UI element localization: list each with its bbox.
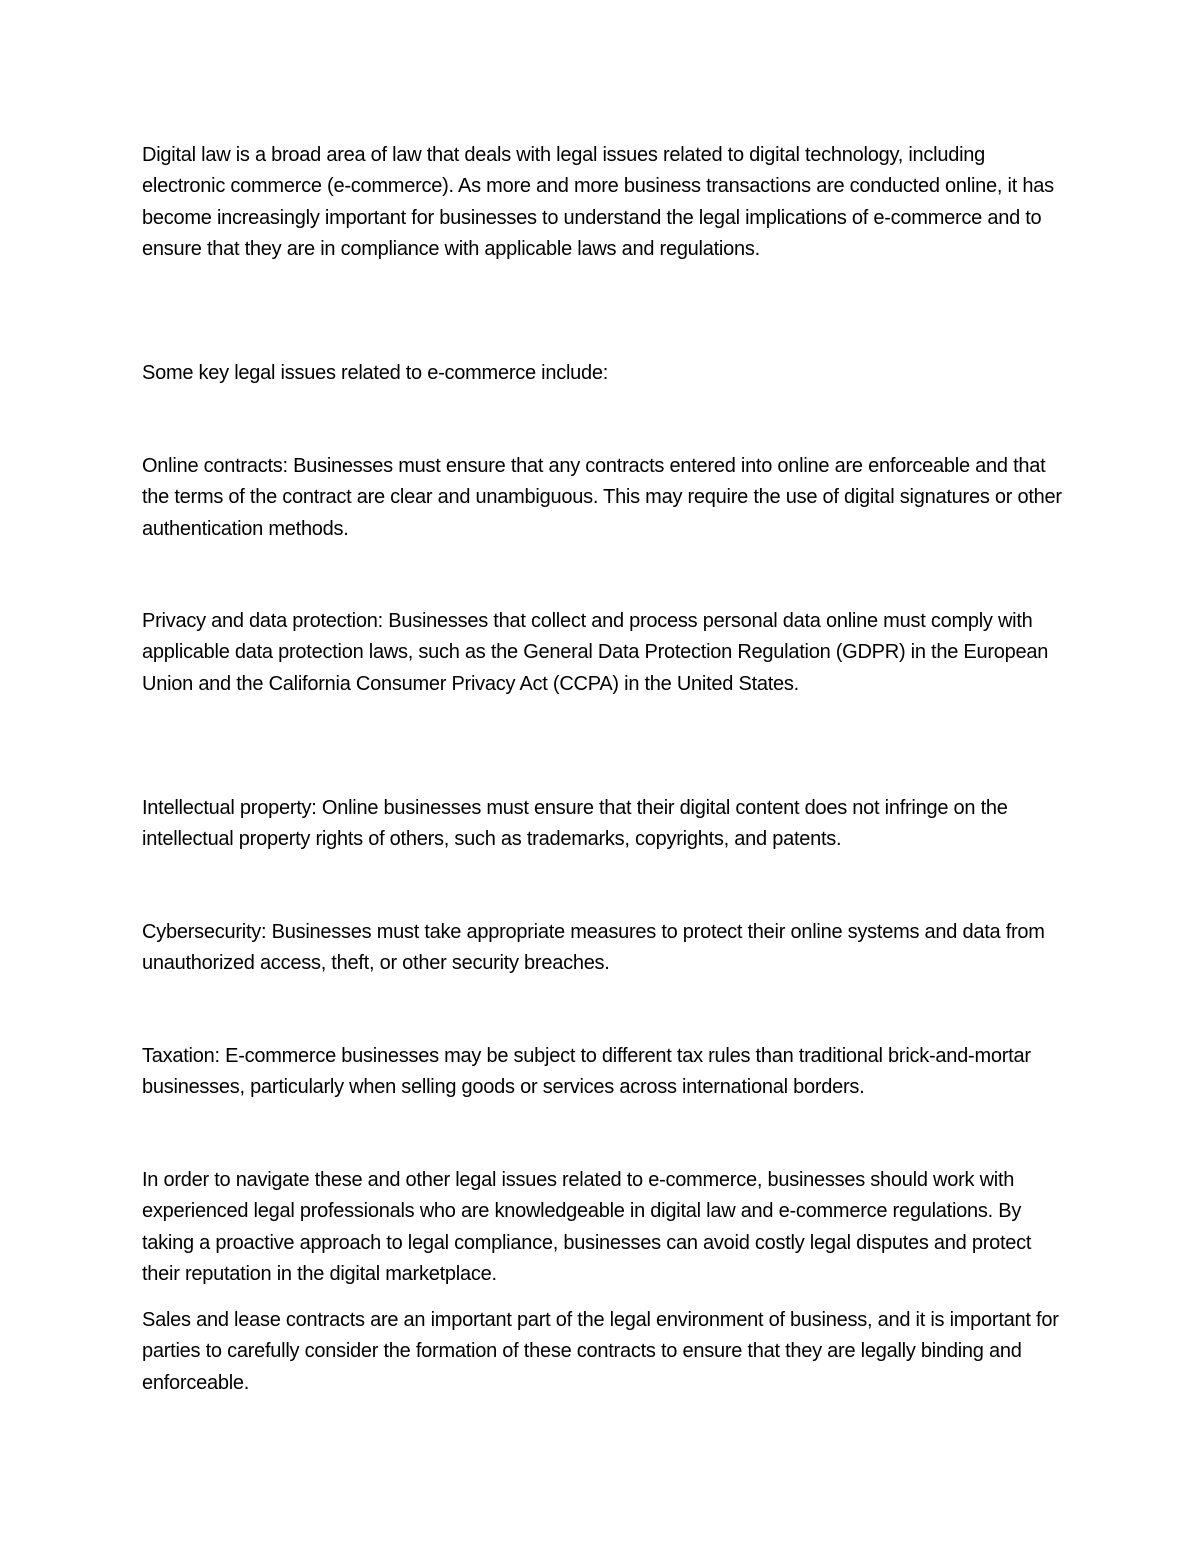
paragraph-taxation: Taxation: E-commerce businesses may be subject to different tax rules than traditional brick-and-mortar businesses, particularly when selling goods or services across international borders.	[142, 1045, 1031, 1099]
paragraph-sales-lease: Sales and lease contracts are an important part of the legal environment of business, and it is important for parties to carefully consider the formation of these contracts to ensure that they are legally binding and enforceable.	[142, 1309, 1059, 1394]
paragraph-cybersecurity: Cybersecurity: Businesses must take appropriate measures to protect their online systems and data from unauthorized access, theft, or other security breaches.	[142, 921, 1045, 975]
paragraph-intro: Digital law is a broad area of law that deals with legal issues related to digital technology, including electronic commerce (e-commerce). As more and more business transactions are conducted online, it has become increasingly important for businesses to understand the legal implications of e-commerce and to ensure that they are in compliance with applicable laws and regulations.	[142, 144, 1054, 260]
paragraph-privacy: Privacy and data protection: Businesses that collect and process personal data online must comply with applicable data protection laws, such as the General Data Protection Regulation (GDPR) in the European Union and the California Consumer Privacy Act (CCPA) in the United States.	[142, 610, 1049, 695]
paragraph-intellectual-property: Intellectual property: Online businesses must ensure that their digital content does not infringe on the intellectual property rights of others, such as trademarks, copyrights, and patents.	[142, 797, 1008, 851]
paragraph-conclusion: In order to navigate these and other legal issues related to e-commerce, businesses should work with experienced legal professionals who are knowledgeable in digital law and e-commerce regulations. By taking a proactive approach to legal compliance, businesses can avoid costly legal disputes and protect their reputation in the digital marketplace.	[142, 1169, 1032, 1285]
paragraph-key-issues-heading: Some key legal issues related to e-commerce include:	[142, 362, 609, 384]
paragraph-online-contracts: Online contracts: Businesses must ensure that any contracts entered into online are enforceable and that the terms of the contract are clear and unambiguous. This may require the use of digital signatures or other authentication methods.	[142, 455, 1062, 540]
